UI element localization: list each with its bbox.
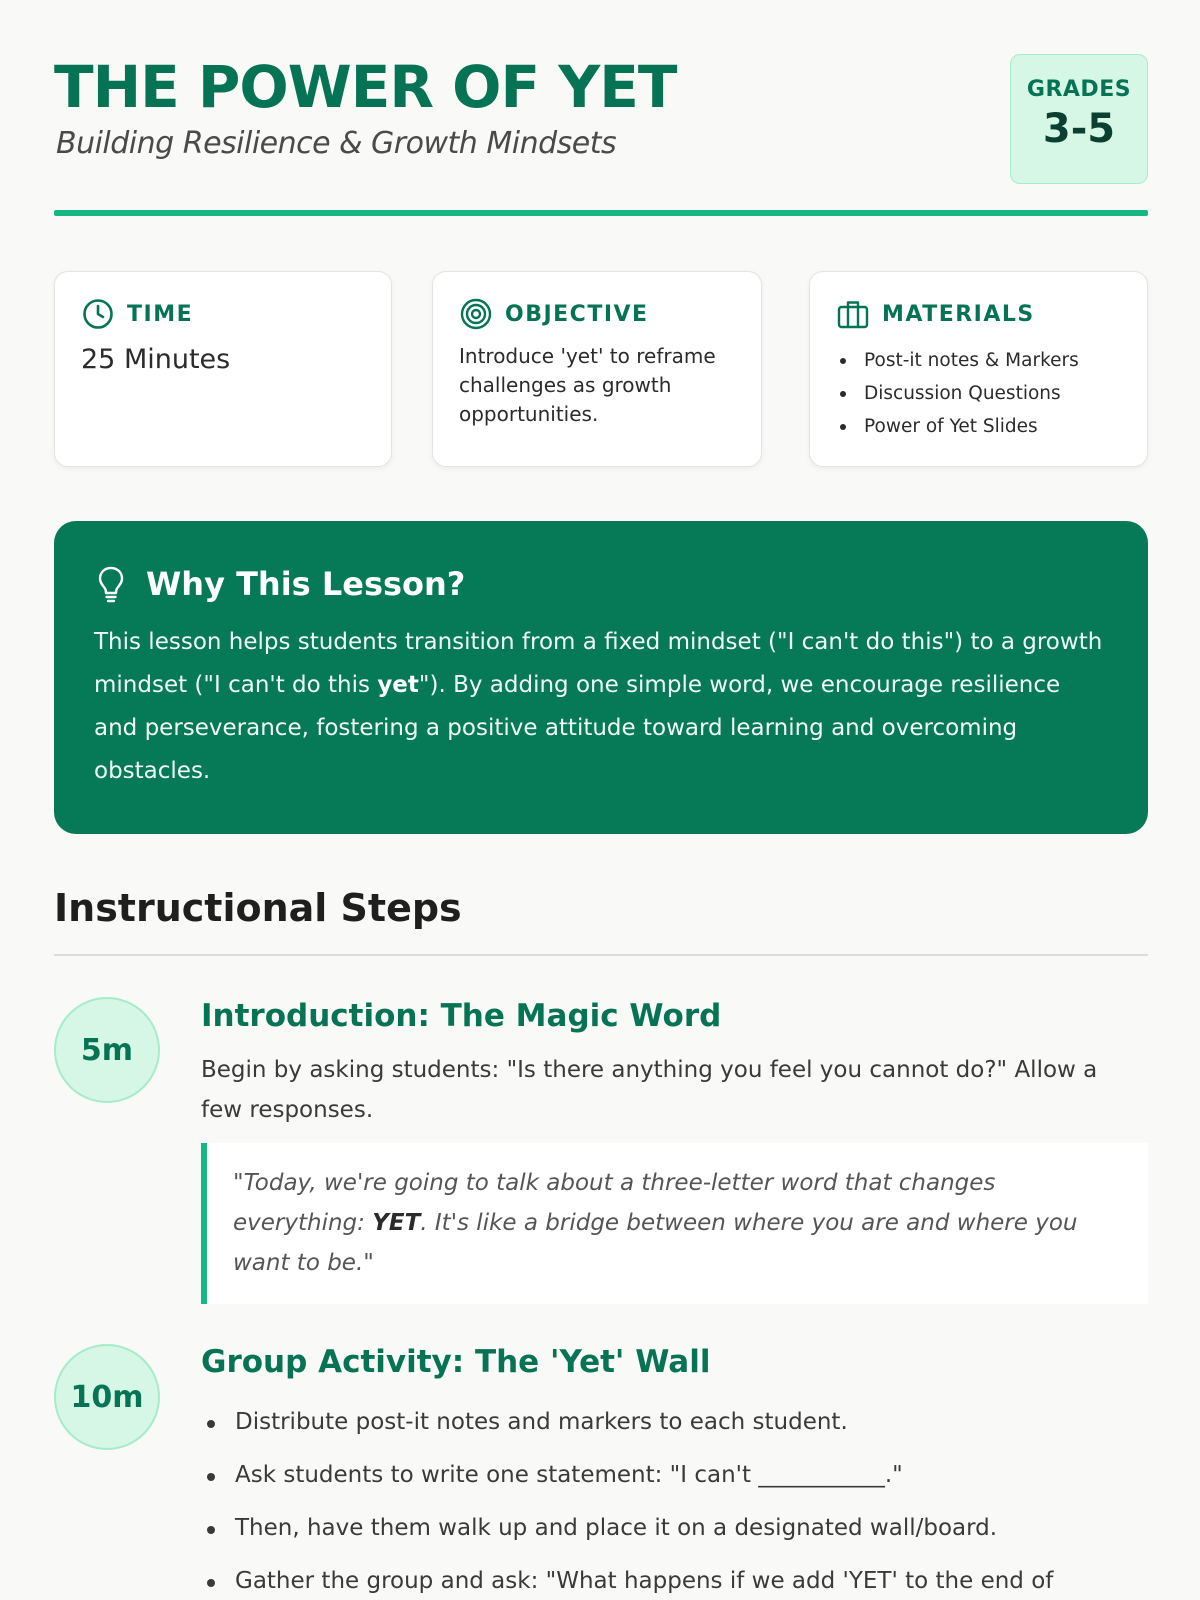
list-item: Ask students to write one statement: "I can't ___________." [201,1449,1148,1502]
lesson-plan-page [54,0,1148,1594]
header-divider [54,210,1148,216]
steps-divider [54,954,1148,956]
clock-icon [81,297,115,331]
list-item: Power of Yet Slides [836,410,1121,443]
why-body-text: "). By adding one simple word, we encourage resilience and perseverance, fostering a positive attitude toward learning and overcoming obstacles. [94,672,1061,784]
list-item: Gather the group and ask: "What happens if we add 'YET' to the end of [201,1555,1148,1600]
quote-emphasis: YET [372,1210,421,1236]
page-subtitle: Building Resilience & Growth Mindsets [56,126,617,161]
activity-list [201,1396,1148,1600]
lightbulb-icon [94,565,128,603]
step-time-badge: 10m [54,1344,160,1450]
step-text: Begin by asking students: "Is there anything you feel you cannot do?" Allow a few responses. [201,1057,1098,1123]
grade-badge [1010,54,1148,184]
materials-card [809,271,1148,467]
list-item: Distribute post-it notes and markers to each student. [201,1396,1148,1449]
materials-label: MATERIALS [882,301,1035,327]
list-item: Then, have them walk up and place it on a designated wall/board. [201,1502,1148,1555]
why-this-lesson-panel [54,521,1148,834]
steps-heading: Instructional Steps [54,886,462,930]
grade-label: GRADES [1026,77,1132,102]
list-item: Discussion Questions [836,377,1121,410]
grade-value: 3-5 [1042,106,1116,152]
objective-card [432,271,762,467]
time-label: TIME [127,301,194,327]
step-time-badge: 5m [54,997,160,1103]
step-title: Group Activity: The 'Yet' Wall [201,1344,711,1380]
target-icon [459,297,493,331]
materials-list [836,344,1121,443]
quote-text: . It's like a bridge between where you are and where you want to be." [233,1210,1078,1276]
step-quote [201,1143,1148,1304]
why-body-emphasis: yet [377,672,419,698]
step-title: Introduction: The Magic Word [201,998,722,1034]
objective-text: Introduce 'yet' to reframe challenges as growth opportunities. [459,344,716,426]
why-body [94,621,1108,793]
list-item: Post-it notes & Markers [836,344,1121,377]
info-cards [54,271,1148,467]
quote-text: "Today, we're going to talk about a three-letter word that changes everything: [233,1170,996,1236]
briefcase-icon [836,297,870,331]
why-body-text: This lesson helps students transition from a fixed mindset ("I can't do this") to a growth mindset ("I can't do this [94,629,1103,698]
page-title: THE POWER OF YET [54,53,677,121]
objective-label: OBJECTIVE [505,301,649,327]
time-value: 25 Minutes [81,344,231,375]
header [54,0,1148,216]
time-card [54,271,392,467]
why-title: Why This Lesson? [146,565,466,603]
